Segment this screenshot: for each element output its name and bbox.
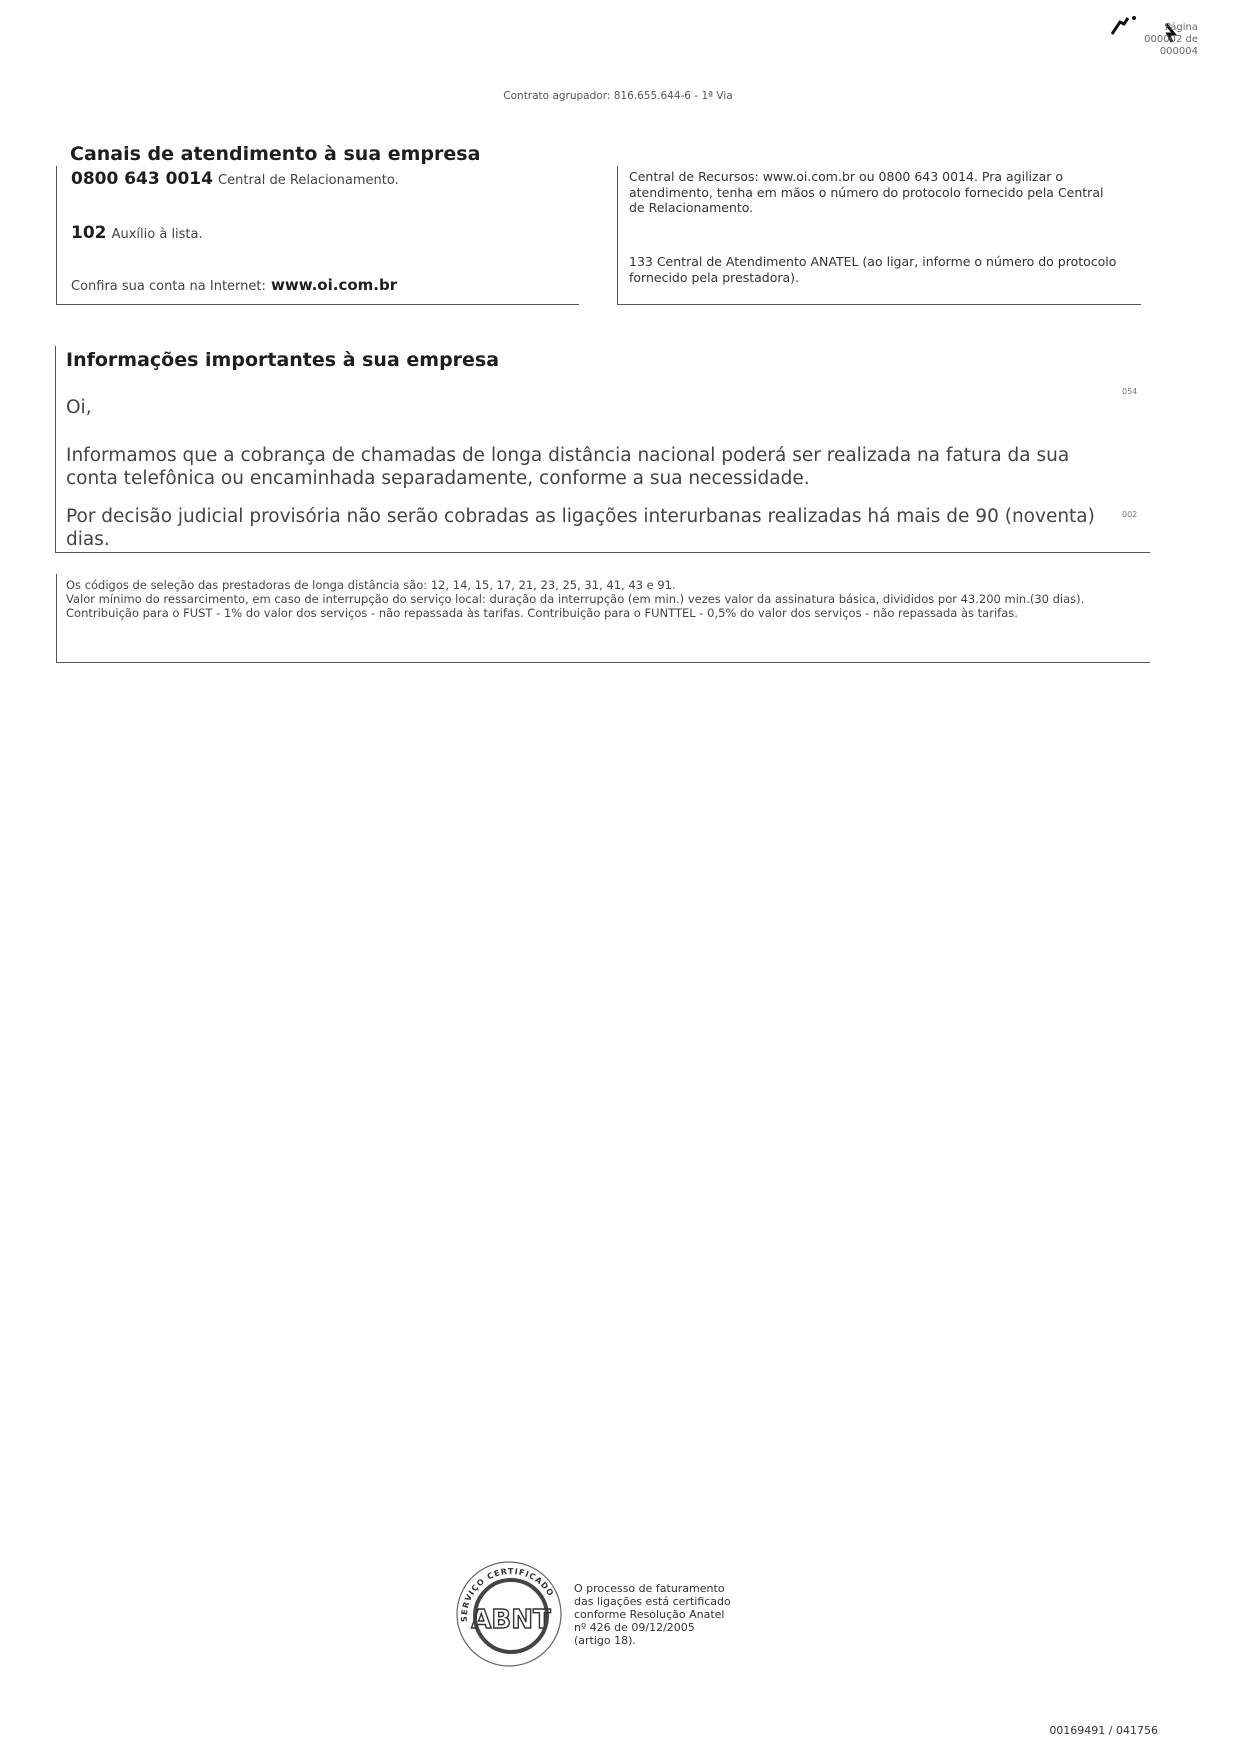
cert-line-1: O processo de faturamento	[574, 1582, 725, 1595]
codes-text	[66, 578, 1156, 620]
internet-prefix: Confira sua conta na Internet:	[71, 279, 266, 294]
phone-number: 0800 643 0014	[71, 169, 213, 189]
cert-line-3: conforme Resolução Anatel	[574, 1608, 725, 1621]
list-number: 102	[71, 223, 107, 243]
info-marker-1: 054	[1122, 387, 1138, 396]
phone-description: Central de Relacionamento.	[218, 173, 399, 188]
info-body	[66, 396, 1106, 551]
list-line	[71, 223, 203, 243]
scan-mark-icon	[1108, 14, 1142, 38]
page-number: 000002 de	[1144, 34, 1198, 45]
codes-line-2: Valor mínimo do ressarcimento, em caso de interrupção do serviço local: duração da interrupção (em min.) vezes valor da assinatura básica, divididos por 43.200 min.(30 dias).	[66, 592, 1085, 606]
codes-line-3: Contribuição para o FUST - 1% do valor dos serviços - não repassada às tarifas. Contribuição para o FUNTTEL - 0,5% do valor dos serviços - não repassada às tarifas.	[66, 606, 1018, 620]
info-paragraph-1: Informamos que a cobrança de chamadas de longa distância nacional poderá ser realizada na fatura da sua conta telefônica ou encaminhada separadamente, conforme a sua necessidade.	[66, 445, 1070, 489]
cert-line-2: das ligações está certificado	[574, 1595, 731, 1608]
seal-logo-text: ABNT	[471, 1605, 551, 1635]
anatel-text: 133 Central de Atendimento ANATEL (ao ligar, informe o número do protocolo fornecido pela prestadora).	[629, 254, 1117, 285]
document-code: 00169491 / 041756	[1049, 1724, 1158, 1737]
abnt-seal-icon	[453, 1552, 565, 1670]
codes-line-1: Os códigos de seleção das prestadoras de longa distância são: 12, 14, 15, 17, 21, 23, 25, 31, 41, 43 e 91.	[66, 578, 676, 592]
page-total: 000004	[1159, 46, 1198, 57]
list-description: Auxílio à lista.	[111, 227, 203, 242]
cert-line-5: (artigo 18).	[574, 1634, 636, 1647]
certification-text	[574, 1582, 731, 1647]
contract-line: Contrato agrupador: 816.655.644-6 - 1ª Via	[503, 90, 733, 102]
info-greeting: Oi,	[66, 397, 92, 418]
internet-link[interactable]: www.oi.com.br	[270, 276, 398, 294]
central-recursos-text: Central de Recursos: www.oi.com.br ou 0800 643 0014. Pra agilizar o atendimento, tenha em mãos o número do protocolo fornecido pela Central de Relacionamento.	[629, 169, 1104, 215]
page-label: Página	[1164, 22, 1198, 33]
seal-ring-text: SERVIÇO CERTIFICADO	[459, 1566, 556, 1623]
page-info	[1144, 22, 1198, 58]
info-marker-2: 002	[1122, 510, 1138, 519]
info-paragraph-2: Por decisão judicial provisória não serão cobradas as ligações interurbanas realizadas há mais de 90 (noventa) dias.	[66, 506, 1095, 550]
cert-line-4: nº 426 de 09/12/2005	[574, 1621, 695, 1634]
channels-title: Canais de atendimento à sua empresa	[70, 143, 481, 165]
internet-line	[71, 275, 397, 294]
phone-line	[71, 169, 399, 189]
info-title: Informações importantes à sua empresa	[66, 349, 500, 371]
